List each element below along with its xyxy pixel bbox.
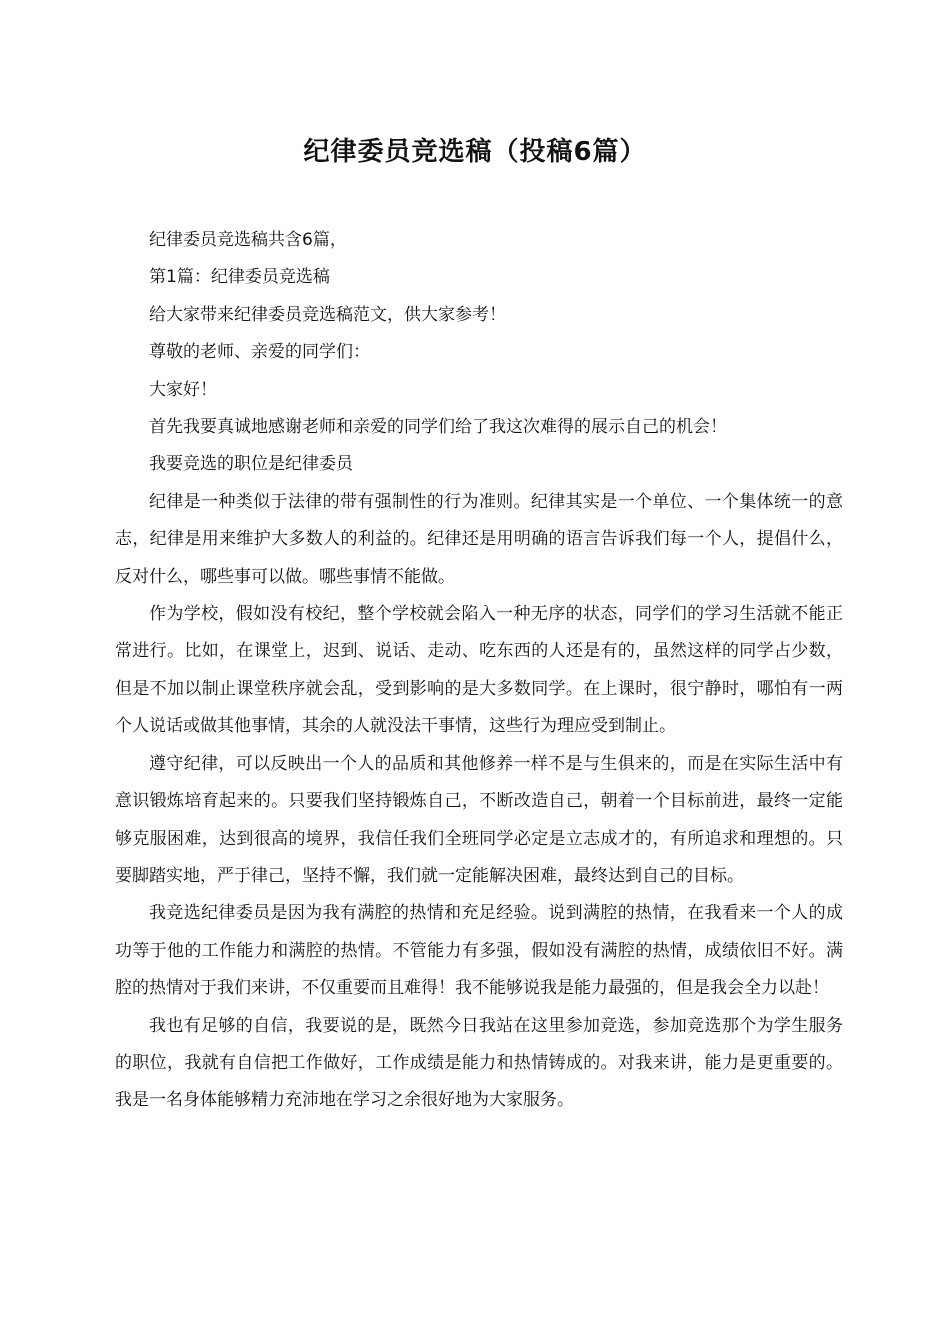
paragraph: 纪律是一种类似于法律的带有强制性的行为准则。纪律其实是一个单位、一个集体统一的意志，纪律是用来维护大多数人的利益的。纪律还是用明确的语言告诉我们每一个人，提倡什么，反对什么，哪些事可以做。哪些事情不能做。 — [115, 491, 843, 587]
document-body — [115, 222, 843, 1120]
paragraph: 首先我要真诚地感谢老师和亲爱的同学们给了我这次难得的展示自己的机会！ — [149, 417, 727, 438]
paragraph: 我也有足够的自信，我要说的是，既然今日我站在这里参加竞选，参加竞选那个为学生服务的职位，我就有自信把工作做好，工作成绩是能力和热情铸成的。对我来讲，能力是更重要的。我是一名身体能够精力充沛地在学习之余很好地为大家服务。 — [115, 1015, 843, 1111]
paragraph: 遵守纪律，可以反映出一个人的品质和其他修养一样不是与生俱来的，而是在实际生活中有意识锻炼培育起来的。只要我们坚持锻炼自己，不断改造自己，朝着一个目标前进，最终一定能够克服困难，达到很高的境界，我信任我们全班同学必定是立志成才的，有所追求和理想的。只要脚踏实地，严于律己，坚持不懈，我们就一定能解决困难，最终达到自己的目标。 — [115, 753, 843, 886]
paragraph: 我要竞选的职位是纪律委员 — [149, 454, 353, 475]
paragraph: 作为学校，假如没有校纪，整个学校就会陷入一种无序的状态，同学们的学习生活就不能正常进行。比如，在课堂上，迟到、说话、走动、吃东西的人还是有的，虽然这样的同学占少数，但是不加以制止课堂秩序就会乱，受到影响的是大多数同学。在上课时，很宁静时，哪怕有一两个人说话或做其他事情，其余的人就没法干事情，这些行为理应受到制止。 — [115, 604, 843, 737]
paragraph: 大家好！ — [149, 379, 217, 400]
paragraph: 纪律委员竞选稿共含6篇， — [149, 230, 347, 250]
paragraph: 第1篇：纪律委员竞选稿 — [149, 267, 330, 288]
paragraph: 尊敬的老师、亲爱的同学们： — [149, 342, 370, 363]
document-title: 纪律委员竞选稿（投稿6篇） — [303, 137, 647, 167]
paragraph: 给大家带来纪律委员竞选稿范文，供大家参考！ — [149, 304, 506, 325]
paragraph: 我竞选纪律委员是因为我有满腔的热情和充足经验。说到满腔的热情，在我看来一个人的成功等于他的工作能力和满腔的热情。不管能力有多强，假如没有满腔的热情，成绩依旧不好。满腔的热情对于我们来讲，不仅重要而且难得！我不能够说我是能力最强的，但是我会全力以赴！ — [115, 903, 843, 999]
